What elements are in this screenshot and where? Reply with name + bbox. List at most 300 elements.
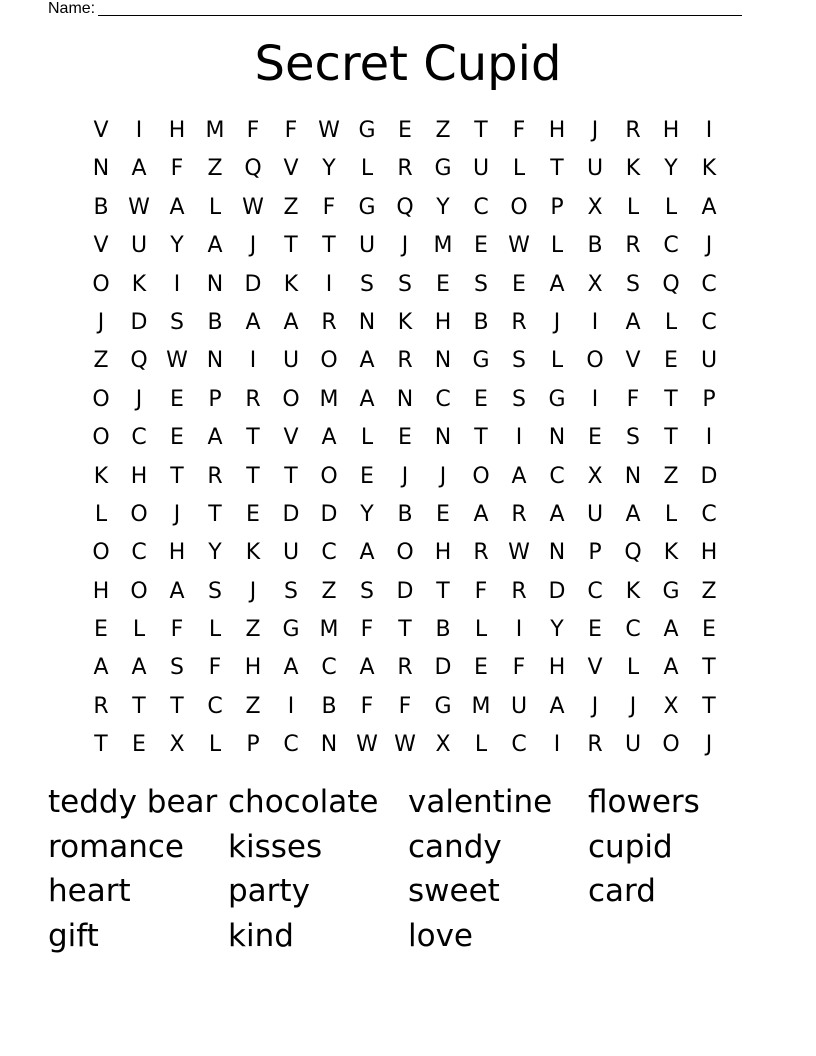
grid-letter: J (705, 732, 713, 758)
grid-letter: L (512, 156, 526, 182)
grid-letter: E (398, 118, 412, 143)
grid-letter: F (284, 118, 298, 143)
grid-letter: I (705, 118, 713, 143)
grid-letter: R (625, 118, 641, 143)
grid-letter: Z (245, 617, 261, 643)
grid-letter: L (664, 501, 678, 527)
grid-letter: R (397, 655, 413, 681)
grid-letter: Y (208, 540, 222, 566)
grid-letter: T (436, 578, 450, 604)
grid-letter: G (282, 617, 300, 643)
grid-letter: T (284, 233, 298, 259)
grid-letter: F (170, 156, 184, 182)
grid-letter: Z (207, 156, 223, 182)
grid-letter: O (396, 540, 414, 566)
grid-letter: L (360, 156, 374, 182)
grid-letter: I (515, 425, 523, 451)
grid-letter: I (173, 271, 181, 297)
grid-letter: F (322, 194, 336, 220)
grid-row (82, 458, 728, 496)
grid-letter: L (664, 194, 678, 220)
grid-letter: H (130, 463, 148, 489)
grid-letter: D (282, 501, 300, 527)
grid-letter: T (246, 425, 260, 451)
word-bank-item: party (228, 873, 310, 909)
grid-letter: C (473, 194, 489, 220)
grid-letter: P (208, 386, 222, 412)
grid-letter: I (705, 425, 713, 451)
grid-letter: S (626, 425, 640, 451)
grid-row (82, 266, 728, 304)
grid-letter: E (588, 617, 602, 643)
grid-letter: L (550, 233, 564, 259)
grid-letter: S (360, 578, 374, 604)
grid-letter: N (548, 540, 566, 566)
grid-row (82, 419, 728, 457)
grid-letter: T (208, 501, 222, 527)
grid-letter: H (244, 655, 262, 681)
grid-letter: W (318, 118, 340, 143)
grid-letter: M (433, 233, 453, 259)
grid-letter: Q (662, 271, 680, 297)
grid-letter: R (511, 578, 527, 604)
grid-letter: Z (321, 578, 337, 604)
grid-letter: D (434, 655, 452, 681)
word-bank-item: romance (48, 828, 184, 865)
word-bank-item: valentine (408, 784, 553, 820)
grid-letter: C (435, 386, 451, 412)
grid-row (82, 112, 728, 150)
grid-letter: Z (93, 348, 109, 374)
grid-letter: Q (396, 194, 414, 220)
grid-letter: C (131, 540, 147, 566)
grid-letter: R (397, 348, 413, 374)
grid-letter: E (170, 425, 184, 451)
grid-letter: N (434, 348, 452, 374)
grid-letter: E (474, 386, 488, 412)
grid-letter: E (664, 348, 678, 374)
grid-letter: A (131, 655, 147, 681)
grid-letter: A (359, 540, 375, 566)
word-bank-item: card (588, 873, 656, 909)
grid-letter: Y (550, 617, 564, 643)
grid-letter: V (93, 233, 109, 259)
grid-letter: A (473, 501, 489, 527)
grid-letter: W (242, 194, 264, 220)
grid-letter: L (208, 732, 222, 758)
grid-letter: A (663, 617, 679, 643)
grid-letter: O (472, 463, 490, 489)
grid-letter: K (701, 156, 717, 182)
grid-letter: J (591, 118, 599, 143)
grid-letter: F (246, 118, 260, 143)
grid-letter: E (398, 425, 412, 451)
grid-letter: T (94, 732, 108, 758)
grid-letter: T (132, 693, 146, 719)
grid-letter: W (356, 732, 378, 758)
grid-letter: C (283, 732, 299, 758)
grid-letter: C (549, 463, 565, 489)
grid-letter: A (663, 655, 679, 681)
grid-letter: E (588, 425, 602, 451)
grid-letter: A (93, 655, 109, 681)
grid-letter: C (511, 732, 527, 758)
grid-letter: M (319, 386, 339, 412)
grid-letter: A (131, 156, 147, 182)
grid-letter: D (320, 501, 338, 527)
grid-letter: K (283, 271, 299, 297)
grid-letter: J (135, 386, 143, 412)
grid-letter: D (130, 309, 148, 335)
grid-letter: Q (130, 348, 148, 374)
grid-letter: U (624, 732, 642, 758)
grid-letter: E (474, 233, 488, 259)
grid-letter: O (92, 386, 110, 412)
grid-letter: G (434, 693, 452, 719)
grid-letter: A (283, 655, 299, 681)
grid-letter: O (662, 732, 680, 758)
grid-letter: A (625, 501, 641, 527)
grid-letter: P (588, 540, 602, 566)
grid-letter: T (664, 425, 678, 451)
grid-letter: I (135, 118, 143, 143)
grid-letter: L (208, 617, 222, 643)
grid-letter: N (320, 732, 338, 758)
grid-letter: T (474, 118, 488, 143)
grid-letter: S (474, 271, 488, 297)
grid-letter: J (439, 463, 447, 489)
grid-letter: O (92, 271, 110, 297)
grid-letter: V (283, 425, 299, 451)
grid-letter: L (626, 655, 640, 681)
grid-letter: V (587, 655, 603, 681)
word-bank-item: chocolate (228, 784, 379, 820)
grid-letter: L (664, 309, 678, 335)
grid-letter: O (130, 578, 148, 604)
grid-letter: G (358, 118, 376, 143)
grid-letter: Y (664, 156, 678, 182)
grid-letter: L (94, 501, 108, 527)
grid-letter: F (512, 118, 526, 143)
grid-letter: S (626, 271, 640, 297)
grid-row (82, 573, 728, 611)
grid-letter: D (548, 578, 566, 604)
grid-letter: O (130, 501, 148, 527)
grid-letter: B (207, 309, 223, 335)
grid-letter: U (130, 233, 148, 259)
grid-letter: I (249, 348, 257, 374)
grid-letter: F (626, 386, 640, 412)
grid-letter: W (508, 233, 530, 259)
grid-letter: N (624, 463, 642, 489)
grid-letter: C (701, 271, 717, 297)
letter-grid (82, 112, 728, 765)
grid-letter: A (359, 386, 375, 412)
grid-letter: U (700, 348, 718, 374)
grid-letter: Z (245, 693, 261, 719)
grid-letter: E (132, 732, 146, 758)
grid-letter: S (398, 271, 412, 297)
grid-letter: O (320, 463, 338, 489)
grid-letter: Y (436, 194, 450, 220)
grid-row (82, 304, 728, 342)
grid-letter: Z (663, 463, 679, 489)
grid-letter: E (360, 463, 374, 489)
grid-letter: T (474, 425, 488, 451)
grid-letter: T (322, 233, 336, 259)
grid-letter: E (474, 655, 488, 681)
grid-letter: Q (624, 540, 642, 566)
grid-letter: L (474, 732, 488, 758)
grid-letter: H (662, 118, 680, 143)
grid-letter: J (553, 309, 561, 335)
grid-letter: I (325, 271, 333, 297)
grid-letter: A (701, 194, 717, 220)
grid-letter: R (511, 501, 527, 527)
grid-letter: H (168, 118, 186, 143)
grid-letter: U (358, 233, 376, 259)
grid-row (82, 342, 728, 380)
grid-letter: Y (322, 156, 336, 182)
grid-letter: C (207, 693, 223, 719)
grid-row (82, 189, 728, 227)
word-bank-item: kind (228, 917, 294, 954)
grid-letter: V (625, 348, 641, 374)
grid-letter: P (702, 386, 716, 412)
grid-letter: L (474, 617, 488, 643)
grid-letter: M (471, 693, 491, 719)
grid-letter: N (396, 386, 414, 412)
grid-letter: T (170, 463, 184, 489)
grid-letter: N (434, 425, 452, 451)
grid-letter: I (591, 386, 599, 412)
grid-letter: Y (360, 501, 374, 527)
grid-letter: F (170, 617, 184, 643)
grid-letter: J (401, 463, 409, 489)
grid-letter: T (170, 693, 184, 719)
grid-letter: O (92, 540, 110, 566)
grid-letter: R (397, 156, 413, 182)
grid-letter: H (548, 118, 566, 143)
grid-letter: I (287, 693, 295, 719)
grid-letter: C (587, 578, 603, 604)
grid-letter: F (398, 693, 412, 719)
grid-letter: G (434, 156, 452, 182)
grid-letter: G (548, 386, 566, 412)
grid-letter: C (131, 425, 147, 451)
grid-letter: U (472, 156, 490, 182)
grid-letter: D (700, 463, 718, 489)
grid-letter: A (283, 309, 299, 335)
grid-letter: U (282, 348, 300, 374)
grid-letter: H (168, 540, 186, 566)
grid-letter: C (321, 540, 337, 566)
grid-letter: U (282, 540, 300, 566)
grid-letter: N (206, 348, 224, 374)
grid-letter: C (321, 655, 337, 681)
grid-letter: E (512, 271, 526, 297)
grid-letter: Z (283, 194, 299, 220)
grid-letter: O (320, 348, 338, 374)
grid-letter: K (93, 463, 109, 489)
word-bank-item: sweet (408, 873, 500, 909)
grid-letter: X (587, 463, 603, 489)
grid-letter: E (170, 386, 184, 412)
grid-row (82, 496, 728, 534)
grid-letter: K (131, 271, 147, 297)
grid-letter: W (166, 348, 188, 374)
grid-letter: C (701, 501, 717, 527)
grid-letter: X (587, 271, 603, 297)
grid-letter: B (587, 233, 603, 259)
grid-letter: R (93, 693, 109, 719)
grid-row (82, 534, 728, 572)
grid-letter: A (245, 309, 261, 335)
grid-letter: I (515, 617, 523, 643)
word-bank-item: flowers (588, 784, 700, 820)
grid-letter: S (170, 309, 184, 335)
grid-letter: P (550, 194, 564, 220)
name-label: Name: (48, 0, 96, 17)
grid-letter: X (435, 732, 451, 758)
grid-letter: S (170, 655, 184, 681)
grid-letter: R (473, 540, 489, 566)
grid-letter: A (511, 463, 527, 489)
name-blank-line (98, 1, 742, 16)
grid-letter: U (510, 693, 528, 719)
grid-letter: K (625, 578, 641, 604)
grid-letter: I (591, 309, 599, 335)
grid-letter: H (548, 655, 566, 681)
grid-letter: G (358, 194, 376, 220)
grid-letter: A (169, 194, 185, 220)
grid-letter: K (625, 156, 641, 182)
grid-letter: N (548, 425, 566, 451)
word-bank-item: kisses (228, 828, 323, 865)
grid-letter: Y (170, 233, 184, 259)
grid-letter: M (319, 617, 339, 643)
grid-letter: U (586, 156, 604, 182)
grid-letter: T (664, 386, 678, 412)
grid-letter: A (169, 578, 185, 604)
grid-letter: R (587, 732, 603, 758)
grid-letter: S (512, 348, 526, 374)
word-bank-item: cupid (588, 828, 673, 865)
word-bank-item: candy (408, 828, 502, 865)
grid-letter: R (207, 463, 223, 489)
grid-letter: A (321, 425, 337, 451)
grid-letter: L (208, 194, 222, 220)
grid-letter: M (205, 118, 225, 143)
grid-row (82, 649, 728, 687)
grid-letter: A (625, 309, 641, 335)
grid-letter: R (245, 386, 261, 412)
grid-letter: T (702, 693, 716, 719)
grid-letter: N (206, 271, 224, 297)
grid-letter: L (550, 348, 564, 374)
grid-letter: J (249, 578, 257, 604)
grid-letter: C (625, 617, 641, 643)
grid-letter: N (92, 156, 110, 182)
grid-letter: K (663, 540, 679, 566)
grid-letter: V (283, 156, 299, 182)
word-bank-item: teddy bear (48, 784, 218, 820)
grid-letter: T (246, 463, 260, 489)
grid-letter: P (246, 732, 260, 758)
grid-letter: U (586, 501, 604, 527)
grid-letter: E (436, 271, 450, 297)
grid-letter: A (549, 271, 565, 297)
grid-letter: A (549, 501, 565, 527)
grid-letter: G (662, 578, 680, 604)
word-bank-item: heart (48, 873, 131, 909)
grid-letter: H (92, 578, 110, 604)
grid-letter: F (512, 655, 526, 681)
grid-letter: J (591, 693, 599, 719)
grid-letter: T (702, 655, 716, 681)
grid-letter: E (702, 617, 716, 643)
grid-letter: B (321, 693, 337, 719)
grid-letter: J (249, 233, 257, 259)
grid-letter: H (434, 540, 452, 566)
puzzle-title: Secret Cupid (254, 36, 562, 92)
grid-letter: H (700, 540, 718, 566)
grid-letter: B (93, 194, 109, 220)
grid-letter: O (586, 348, 604, 374)
grid-letter: J (173, 501, 181, 527)
grid-row (82, 381, 728, 419)
grid-letter: E (246, 501, 260, 527)
grid-letter: R (511, 309, 527, 335)
grid-letter: J (705, 233, 713, 259)
grid-letter: L (626, 194, 640, 220)
grid-letter: F (360, 693, 374, 719)
grid-row (82, 726, 728, 764)
grid-letter: A (549, 693, 565, 719)
grid-letter: T (550, 156, 564, 182)
grid-letter: W (508, 540, 530, 566)
grid-letter: D (244, 271, 262, 297)
grid-letter: L (132, 617, 146, 643)
grid-letter: C (663, 233, 679, 259)
grid-letter: N (358, 309, 376, 335)
grid-letter: S (284, 578, 298, 604)
grid-letter: A (359, 348, 375, 374)
grid-letter: X (587, 194, 603, 220)
grid-letter: Q (244, 156, 262, 182)
grid-letter: S (208, 578, 222, 604)
grid-letter: L (360, 425, 374, 451)
grid-letter: F (474, 578, 488, 604)
grid-letter: E (436, 501, 450, 527)
grid-row (82, 227, 728, 265)
grid-letter: D (396, 578, 414, 604)
grid-row (82, 611, 728, 649)
grid-letter: S (512, 386, 526, 412)
grid-letter: F (360, 617, 374, 643)
grid-row (82, 688, 728, 726)
grid-letter: R (321, 309, 337, 335)
grid-letter: W (128, 194, 150, 220)
grid-letter: C (701, 309, 717, 335)
grid-letter: R (625, 233, 641, 259)
grid-letter: B (473, 309, 489, 335)
word-bank-item: love (408, 917, 473, 954)
grid-letter: J (629, 693, 637, 719)
grid-letter: G (472, 348, 490, 374)
grid-letter: K (397, 309, 413, 335)
grid-letter: A (207, 233, 223, 259)
